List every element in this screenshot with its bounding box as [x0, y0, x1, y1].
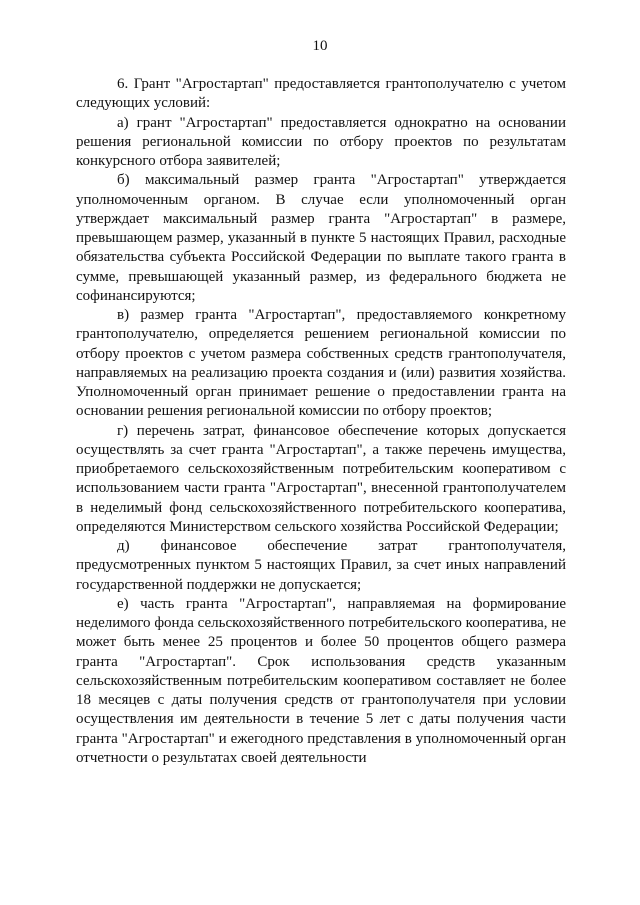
paragraph-b: б) максимальный размер гранта "Агростартап" утверждается уполномоченным органом. В случае если уполномоченный орган утверждает максимальный размер гранта "Агростартап" в размере, превышающем размер, указанный в пункте 5 настоящих Правил, расходные обязательства субъекта Российской Федерации по выплате такого гранта в сумме, превышающей указанный размер, из федерального бюджета не софинансируются;: [76, 172, 566, 304]
paragraph-g: г) перечень затрат, финансовое обеспечение которых допускается осуществлять за счет гранта "Агростартап", а также перечень имущества, приобретаемого сельскохозяйственным потребительским кооперативом с использованием части гранта "Агростартап", внесенной грантополучателем в неделимый фонд сельскохозяйственного потребительского кооператива, определяются Министерством сельского хозяйства Российской Федерации;: [76, 422, 566, 535]
paragraph-d: д) финансовое обеспечение затрат грантополучателя, предусмотренных пунктом 5 настоящих Правил, за счет иных направлений государственной поддержки не допускается;: [76, 538, 566, 593]
paragraph-e: е) часть гранта "Агростартап", направляемая на формирование неделимого фонда сельскохозяйственного потребительского кооператива, не может быть менее 25 процентов и более 50 процентов общего размера гранта "Агростартап". Срок использования средств указанным сельскохозяйственным потребительским кооперативом составляет не более 18 месяцев с даты получения средств от грантополучателя при условии осуществления им деятельности в течение 5 лет с даты получения части гранта "Агростартап" и ежегодного представления в уполномоченный орган отчетности о результатах своей деятельности: [76, 595, 566, 766]
paragraph-6-intro: 6. Грант "Агростартап" предоставляется грантополучателю с учетом следующих условий:: [76, 76, 566, 112]
paragraph-a: а) грант "Агростартап" предоставляется однократно на основании решения региональной комиссии по отбору проектов по результатам конкурсного отбора заявителей;: [76, 114, 566, 169]
paragraph-v: в) размер гранта "Агростартап", предоставляемого конкретному грантополучателю, определяется решением региональной комиссии по отбору проектов с учетом размера собственных средств грантополучателя, направляемых на реализацию проекта создания и (или) развития хозяйства. Уполномоченный орган принимает решение о предоставлении гранта на основании решения региональной комиссии по отбору проектов;: [76, 307, 566, 420]
document-body: [76, 75, 566, 768]
page-number: 10: [312, 38, 328, 54]
